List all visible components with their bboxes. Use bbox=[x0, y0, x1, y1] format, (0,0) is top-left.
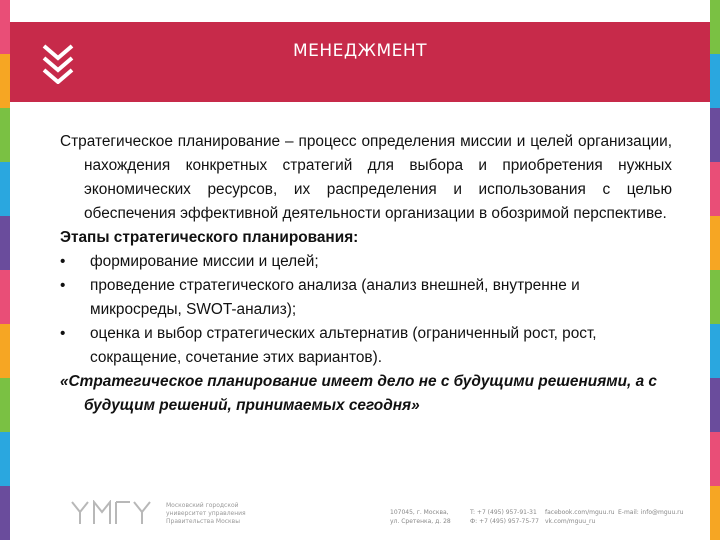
email: E-mail: info@mguu.ru bbox=[618, 509, 684, 516]
stripe-segment bbox=[0, 324, 10, 378]
organization-name: Московский городской университет управления Правительства Москвы bbox=[166, 502, 246, 525]
list-item-text: проведение стратегического анализа (анализ внешней, внутренне и микросреды, SWOT-анализ); bbox=[90, 277, 580, 318]
stripe-segment bbox=[710, 162, 720, 216]
stripe-segment bbox=[0, 108, 10, 162]
quote-paragraph: «Стратегическое планирование имеет дело не с будущими решениями, а с будущим решений, принимаемых сегодня» bbox=[60, 373, 657, 414]
stripe-segment bbox=[710, 378, 720, 432]
phone-numbers: T: +7 (495) 957-91-31 Ф: +7 (495) 957-75-77 bbox=[470, 509, 539, 525]
left-color-stripe bbox=[0, 0, 10, 540]
stripe-segment bbox=[0, 162, 10, 216]
stripe-segment bbox=[710, 216, 720, 270]
list-item bbox=[60, 274, 672, 322]
right-color-stripe bbox=[710, 0, 720, 540]
slide bbox=[10, 0, 710, 540]
stripe-segment bbox=[710, 0, 720, 54]
stripe-segment bbox=[0, 0, 10, 54]
university-logo bbox=[70, 500, 158, 526]
stripe-segment bbox=[710, 432, 720, 486]
social-links: facebook.com/mguu.ru vk.com/mguu_ru bbox=[545, 509, 615, 525]
stripe-segment bbox=[710, 54, 720, 108]
chevrons-down-icon bbox=[40, 40, 76, 84]
stripe-segment bbox=[0, 378, 10, 432]
slide-body bbox=[60, 130, 672, 418]
bullet-mark: • bbox=[60, 253, 66, 270]
stripe-segment bbox=[0, 486, 10, 540]
list-item bbox=[60, 322, 672, 370]
definition-paragraph: Стратегическое планирование – процесс определения миссии и целей организации, нахождения конкретных стратегий для выбора и приобретения нужных экономических ресурсов, их распределения и использования с целью обеспечения эффективной деятельности организации в обозримой перспективе. bbox=[60, 133, 672, 222]
slide-footer bbox=[70, 500, 690, 534]
stripe-segment bbox=[0, 270, 10, 324]
stripe-segment bbox=[710, 270, 720, 324]
address: 107045, г. Москва, ул. Сретенка, д. 28 bbox=[390, 509, 451, 525]
stripe-segment bbox=[710, 324, 720, 378]
bullet-mark: • bbox=[60, 325, 66, 342]
page-title: МЕНЕДЖМЕНТ bbox=[292, 41, 428, 61]
stripe-segment bbox=[0, 216, 10, 270]
list-item bbox=[60, 250, 672, 274]
slide-header bbox=[10, 22, 710, 102]
list-item-text: формирование миссии и целей; bbox=[90, 253, 319, 270]
stages-heading: Этапы стратегического планирования: bbox=[60, 229, 359, 246]
stripe-segment bbox=[710, 108, 720, 162]
bullet-mark: • bbox=[60, 277, 66, 294]
stripe-segment bbox=[0, 432, 10, 486]
stripe-segment bbox=[0, 54, 10, 108]
stripe-segment bbox=[710, 486, 720, 540]
list-item-text: оценка и выбор стратегических альтернатив (ограниченный рост, рост, сокращение, сочетание этих вариантов). bbox=[90, 325, 597, 366]
